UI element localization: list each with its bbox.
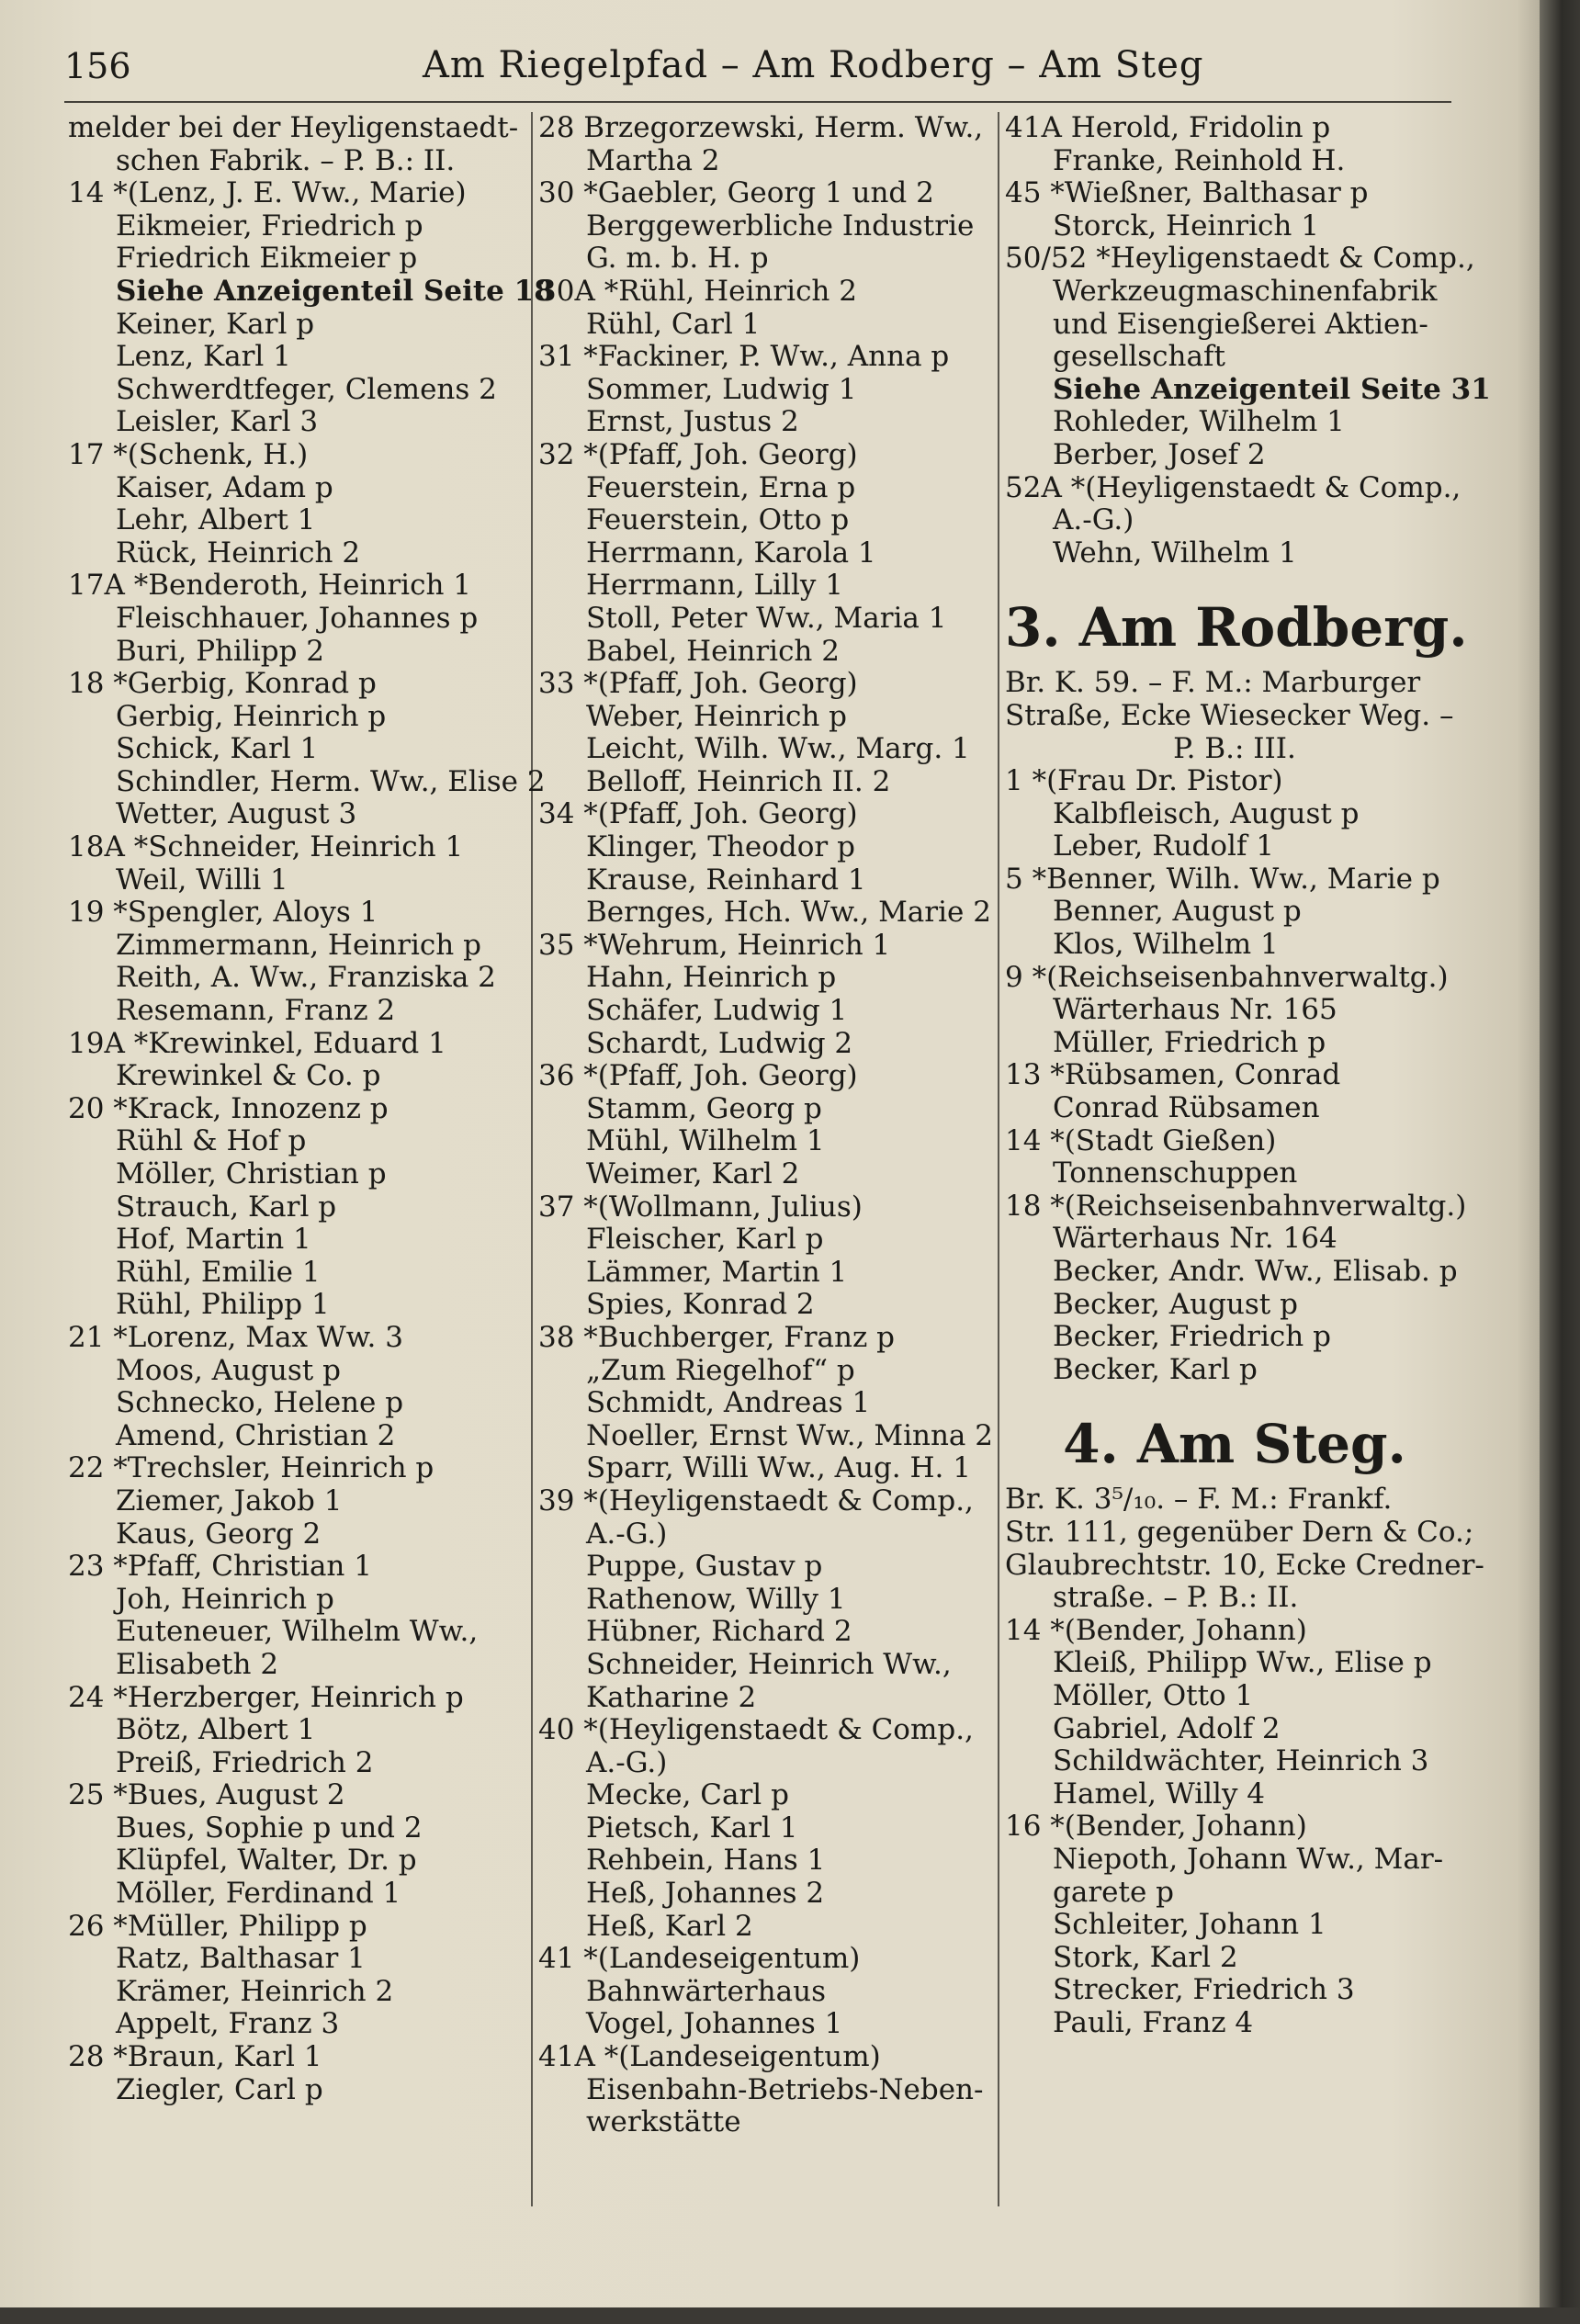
directory-line: 39 *(Heyligenstaedt & Comp., [538,1484,974,1517]
directory-line: Schneider, Heinrich Ww., [586,1647,952,1681]
directory-line: Buri, Philipp 2 [116,634,325,668]
column-left [68,111,554,2106]
directory-line: A.-G.) [586,1517,668,1551]
directory-line: 26 *Müller, Philipp p [68,1909,367,1943]
directory-line: Feuerstein, Erna p [586,470,856,504]
directory-line: garete p [1053,1875,1174,1909]
directory-line: A.-G.) [1053,503,1134,537]
directory-line: Rathenow, Willy 1 [586,1582,846,1616]
directory-line: 14 *(Stadt Gießen) [1005,1123,1277,1157]
directory-line: Appelt, Franz 3 [116,2007,340,2041]
header-rule [64,101,1451,103]
directory-line: Ziegler, Carl p [116,2072,323,2106]
directory-line: Niepoth, Johann Ww., Mar- [1053,1842,1444,1876]
directory-line: 30A *Rühl, Heinrich 2 [538,274,857,308]
directory-line: 31 *Fackiner, P. Ww., Anna p [538,340,950,374]
directory-line: Noeller, Ernst Ww., Minna 2 [586,1418,993,1452]
directory-line: 41 *(Landeseigentum) [538,1942,861,1976]
directory-line: Gerbig, Heinrich p [116,699,387,733]
directory-line: Krewinkel & Co. p [116,1059,381,1093]
directory-line: 18 *(Reichseisenbahnverwaltg.) [1005,1189,1467,1223]
directory-line: Wärterhaus Nr. 165 [1053,993,1337,1027]
directory-line: Klos, Wilhelm 1 [1053,928,1279,962]
column-right-entries [1005,111,1491,570]
directory-line: Ernst, Justus 2 [586,405,799,439]
directory-line: Leisler, Karl 3 [116,405,319,439]
directory-line: 50/52 *Heyligenstaedt & Comp., [1005,242,1475,276]
directory-line: Leicht, Wilh. Ww., Marg. 1 [586,732,970,766]
directory-line: melder bei der Heyligenstaedt- [68,111,519,144]
directory-line: 36 *(Pfaff, Joh. Georg) [538,1059,858,1093]
directory-line: Stork, Karl 2 [1053,1940,1238,1974]
directory-line: 23 *Pfaff, Christian 1 [68,1550,372,1584]
directory-line: Katharine 2 [586,1680,757,1714]
directory-line: Preiß, Friedrich 2 [116,1745,374,1779]
directory-line: Ziemer, Jakob 1 [116,1484,343,1517]
directory-line: Becker, August p [1053,1287,1298,1321]
section-am-rodberg-entries [1005,666,1467,1386]
directory-line: Eisenbahn-Betriebs-Neben- [586,2072,984,2106]
directory-line: Schmidt, Andreas 1 [586,1386,871,1420]
directory-line: P. B.: III. [1173,731,1296,765]
directory-line: 17 *(Schenk, H.) [68,437,309,471]
directory-line: 34 *(Pfaff, Joh. Georg) [538,797,858,831]
directory-line: Reith, A. Ww., Franziska 2 [116,961,496,995]
book-spine-shadow [1540,0,1580,2324]
section-am-steg-entries [1005,1483,1484,2039]
directory-line: Hübner, Richard 2 [586,1615,852,1649]
directory-line: Martha 2 [586,143,720,177]
directory-line: Keiner, Karl p [116,307,315,341]
directory-line: Benner, August p [1053,895,1302,929]
directory-line: Vogel, Johannes 1 [586,2007,843,2041]
directory-line: Schindler, Herm. Ww., Elise 2 [116,764,546,798]
directory-line: Becker, Andr. Ww., Elisab. p [1053,1255,1458,1288]
directory-line: Kleiß, Philipp Ww., Elise p [1053,1646,1432,1680]
directory-line: 18 *Gerbig, Konrad p [68,667,377,701]
directory-line: 14 *(Lenz, J. E. Ww., Marie) [68,176,467,210]
column-middle [538,112,998,2139]
directory-line: 16 *(Bender, Johann) [1005,1810,1307,1844]
directory-line: Pauli, Franz 4 [1053,2005,1254,2039]
page-number: 156 [64,46,131,86]
directory-line: 40 *(Heyligenstaedt & Comp., [538,1713,974,1747]
directory-line: Babel, Heinrich 2 [586,634,840,668]
directory-line: A.-G.) [586,1745,668,1779]
directory-line: „Zum Riegelhof“ p [586,1353,855,1387]
directory-line: Bahnwärterhaus [586,1974,826,2008]
directory-line: Rohleder, Wilhelm 1 [1053,405,1345,439]
directory-line: Siehe Anzeigenteil Seite 31 [1053,372,1491,406]
directory-line: Hahn, Heinrich p [586,961,837,995]
directory-line: Schardt, Ludwig 2 [586,1026,853,1060]
directory-line: Euteneuer, Wilhelm Ww., [116,1615,479,1649]
directory-line: Elisabeth 2 [116,1647,279,1681]
directory-line: Resemann, Franz 2 [116,994,396,1028]
directory-line: Moos, August p [116,1353,341,1387]
directory-line: Werkzeugmaschinenfabrik [1053,274,1438,308]
directory-line: G. m. b. H. p [586,242,769,276]
directory-line: Schick, Karl 1 [116,732,319,766]
directory-line: Rehbein, Hans 1 [586,1844,826,1878]
directory-line: 24 *Herzberger, Heinrich p [68,1680,464,1714]
directory-line: 22 *Trechsler, Heinrich p [68,1451,434,1485]
directory-line: Joh, Heinrich p [116,1582,334,1616]
directory-line: Glaubrechtstr. 10, Ecke Credner- [1005,1548,1484,1582]
directory-line: Kaiser, Adam p [116,470,333,504]
directory-line: Hof, Martin 1 [116,1223,311,1257]
directory-line: 37 *(Wollmann, Julius) [538,1190,863,1224]
directory-line: Str. 111, gegenüber Dern & Co.; [1005,1515,1474,1549]
directory-line: 41A *(Landeseigentum) [538,2040,881,2074]
directory-line: Müller, Friedrich p [1053,1025,1326,1059]
directory-line: Herrmann, Lilly 1 [586,569,843,603]
directory-line: Amend, Christian 2 [116,1418,396,1452]
directory-line: Franke, Reinhold H. [1053,143,1346,177]
directory-line: Herrmann, Karola 1 [586,536,876,570]
directory-line: 32 *(Pfaff, Joh. Georg) [538,437,858,471]
directory-line: Berber, Josef 2 [1053,437,1266,471]
directory-line: Sparr, Willi Ww., Aug. H. 1 [586,1451,971,1485]
directory-line: und Eisengießerei Aktien- [1053,307,1428,341]
directory-line: Rühl, Philipp 1 [116,1288,330,1322]
directory-line: Schäfer, Ludwig 1 [586,994,848,1028]
directory-line: Ratz, Balthasar 1 [116,1942,366,1976]
column-right [1005,111,1491,2039]
directory-line: 25 *Bues, August 2 [68,1778,345,1812]
directory-line: Lehr, Albert 1 [116,503,316,537]
directory-line: Lämmer, Martin 1 [586,1255,848,1289]
directory-line: Bötz, Albert 1 [116,1713,316,1747]
directory-line: 19A *Krewinkel, Eduard 1 [68,1026,446,1060]
directory-line: Conrad Rübsamen [1053,1091,1320,1125]
directory-line: 20 *Krack, Innozenz p [68,1091,389,1125]
directory-line: Kalbfleisch, August p [1053,796,1360,830]
directory-line: Heß, Johannes 2 [586,1877,825,1911]
column-divider [531,112,533,2206]
directory-line: Mecke, Carl p [586,1778,789,1812]
directory-line: 9 *(Reichseisenbahnverwaltg.) [1005,960,1449,994]
directory-line: Leber, Rudolf 1 [1053,829,1275,863]
directory-line: Sommer, Ludwig 1 [586,372,857,406]
directory-line: Bues, Sophie p und 2 [116,1811,423,1845]
directory-line: 35 *Wehrum, Heinrich 1 [538,928,891,962]
directory-line: 19 *Spengler, Aloys 1 [68,896,378,930]
page-header [64,39,1461,103]
directory-line: Klüpfel, Walter, Dr. p [116,1844,417,1878]
section-title-am-rodberg: 3. Am Rodberg. [1005,596,1468,660]
directory-line: Mühl, Wilhelm 1 [586,1124,825,1158]
directory-line: 41A Herold, Fridolin p [1005,111,1331,144]
directory-line: Becker, Friedrich p [1053,1320,1331,1354]
directory-line: Schildwächter, Heinrich 3 [1053,1744,1429,1778]
directory-line: Strecker, Friedrich 3 [1053,1973,1355,2007]
directory-line: Rühl, Emilie 1 [116,1255,321,1289]
directory-line: Wehn, Wilhelm 1 [1053,536,1297,570]
directory-line: Möller, Otto 1 [1053,1678,1254,1712]
directory-line: Straße, Ecke Wiesecker Weg. – [1005,698,1454,732]
directory-line: Storck, Heinrich 1 [1053,209,1319,243]
directory-line: 1 *(Frau Dr. Pistor) [1005,764,1283,798]
directory-line: Heß, Karl 2 [586,1909,753,1943]
directory-line: 28 *Braun, Karl 1 [68,2040,322,2074]
directory-line: Siehe Anzeigenteil Seite 18 [116,274,554,308]
directory-line: 13 *Rübsamen, Conrad [1005,1058,1341,1092]
directory-line: Schwerdtfeger, Clemens 2 [116,372,497,406]
directory-line: 45 *Wießner, Balthasar p [1005,176,1369,210]
directory-line: gesellschaft [1053,340,1225,374]
directory-line: Belloff, Heinrich II. 2 [586,764,891,798]
directory-line: Hamel, Willy 4 [1053,1777,1266,1811]
section-title-am-steg: 4. Am Steg. [1063,1413,1406,1476]
directory-line: Fleischhauer, Johannes p [116,601,479,635]
directory-line: Klinger, Theodor p [586,830,855,864]
directory-line: 52A *(Heyligenstaedt & Comp., [1005,470,1462,504]
directory-line: Weil, Willi 1 [116,863,288,897]
running-head: Am Riegelpfad – Am Rodberg – Am Steg [423,44,1204,86]
directory-line: 33 *(Pfaff, Joh. Georg) [538,667,858,701]
directory-line: Schnecko, Helene p [116,1386,404,1420]
directory-line: Möller, Christian p [116,1157,387,1190]
directory-line: Zimmermann, Heinrich p [116,928,481,962]
directory-line: straße. – P. B.: II. [1053,1581,1299,1615]
directory-line: 21 *Lorenz, Max Ww. 3 [68,1320,403,1354]
directory-line: Wetter, August 3 [116,797,357,831]
directory-line: werkstätte [586,2105,741,2139]
directory-line: Stamm, Georg p [586,1091,822,1125]
directory-line: Pietsch, Karl 1 [586,1811,798,1845]
directory-line: Krause, Reinhard 1 [586,863,866,897]
directory-line: Krämer, Heinrich 2 [116,1974,394,2008]
directory-line: Möller, Ferdinand 1 [116,1877,401,1911]
page-bottom-edge [0,2307,1580,2324]
directory-line: Berggewerbliche Industrie [586,209,975,243]
column-divider [998,112,999,2206]
directory-line: Kaus, Georg 2 [116,1517,322,1551]
directory-line: Br. K. 3⁵/₁₀. – F. M.: Frankf. [1005,1483,1393,1517]
directory-line: 18A *Schneider, Heinrich 1 [68,830,464,864]
directory-line: schen Fabrik. – P. B.: II. [116,143,456,177]
directory-line: Friedrich Eikmeier p [116,242,418,276]
directory-line: Schleiter, Johann 1 [1053,1908,1326,1942]
directory-line: Puppe, Gustav p [586,1550,823,1584]
directory-line: 14 *(Bender, Johann) [1005,1613,1307,1647]
directory-line: Rück, Heinrich 2 [116,536,361,570]
directory-line: 28 Brzegorzewski, Herm. Ww., [538,111,984,144]
directory-line: Gabriel, Adolf 2 [1053,1711,1281,1745]
directory-line: Fleischer, Karl p [586,1223,824,1257]
directory-line: Bernges, Hch. Ww., Marie 2 [586,896,991,930]
directory-line: Tonnenschuppen [1053,1156,1298,1190]
directory-line: Eikmeier, Friedrich p [116,209,423,243]
directory-line: Strauch, Karl p [116,1190,337,1224]
directory-line: 17A *Benderoth, Heinrich 1 [68,569,471,603]
directory-line: Weimer, Karl 2 [586,1157,800,1190]
directory-line: Becker, Karl p [1053,1352,1258,1386]
directory-line: Rühl, Carl 1 [586,307,761,341]
directory-line: Weber, Heinrich p [586,699,848,733]
directory-line: 30 *Gaebler, Georg 1 und 2 [538,176,934,210]
directory-line: 5 *Benner, Wilh. Ww., Marie p [1005,862,1440,896]
directory-line: Rühl & Hof p [116,1124,307,1158]
directory-line: Stoll, Peter Ww., Maria 1 [586,601,947,635]
directory-line: Br. K. 59. – F. M.: Marburger [1005,666,1421,700]
directory-line: Wärterhaus Nr. 164 [1053,1222,1337,1256]
directory-line: Feuerstein, Otto p [586,503,850,537]
directory-line: 38 *Buchberger, Franz p [538,1320,895,1354]
directory-line: Lenz, Karl 1 [116,340,291,374]
directory-line: Spies, Konrad 2 [586,1288,815,1322]
